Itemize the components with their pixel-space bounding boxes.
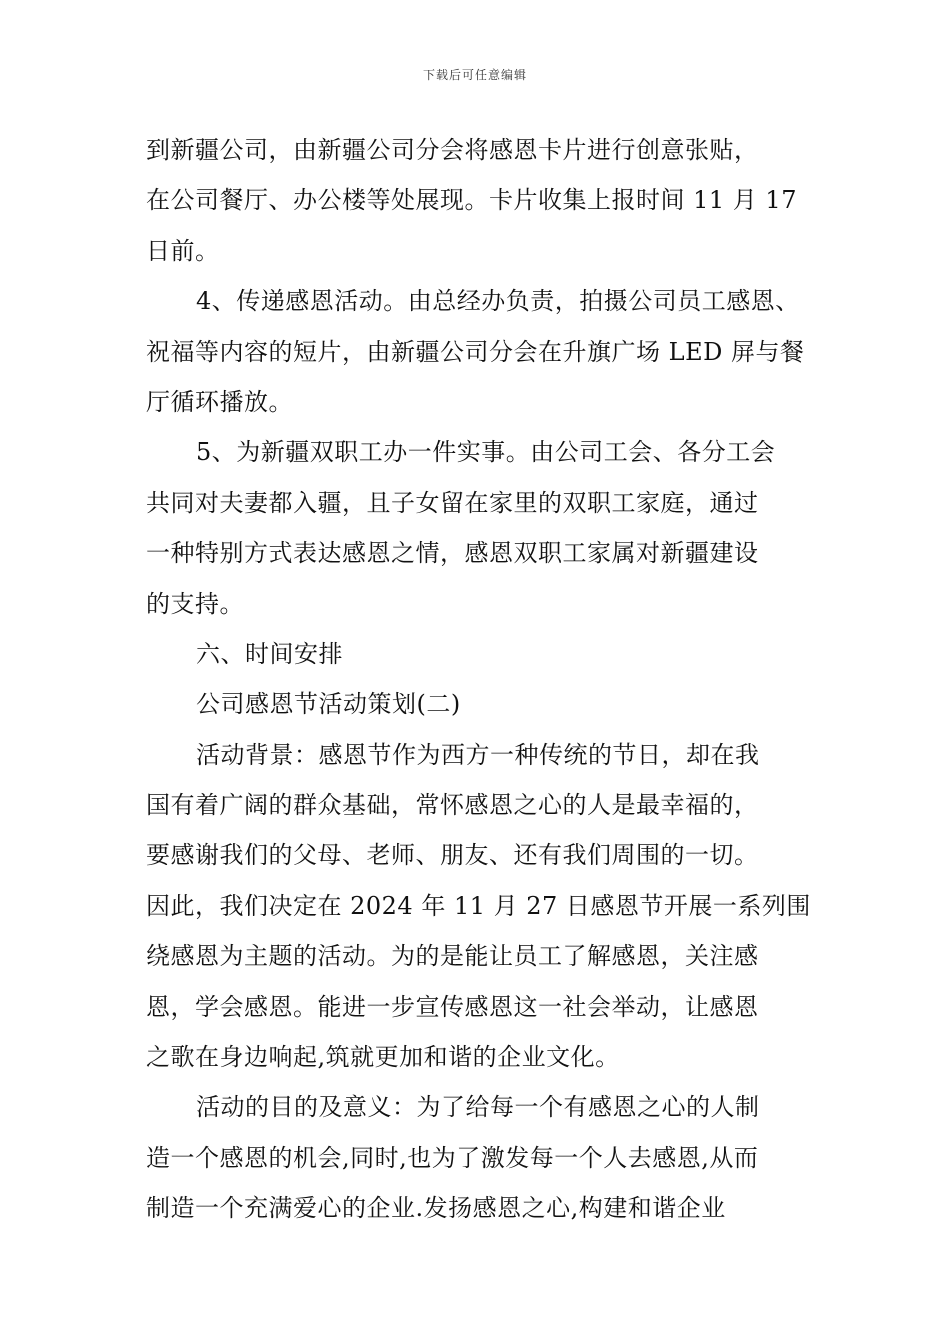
text-line: 5、为新疆双职工办一件实事。由公司工会、各分工会 (196, 438, 776, 467)
text-line: 活动背景：感恩节作为西方一种传统的节日，却在我 (196, 740, 760, 769)
text-line: 共同对夫妻都入疆，且子女留在家里的双职工家庭，通过 (146, 488, 759, 517)
text-line: 制造一个充满爱心的企业.发扬感恩之心,构建和谐企业 (146, 1194, 726, 1223)
page-header-note: 下载后可任意编辑 (422, 68, 527, 82)
text-line: 活动的目的及意义：为了给每一个有感恩之心的人制 (196, 1093, 760, 1122)
text-line: 祝福等内容的短片，由新疆公司分会在升旗广场 LED 屏与餐 (146, 337, 805, 366)
text-line: 一种特别方式表达感恩之情，感恩双职工家属对新疆建设 (146, 539, 759, 568)
text-line: 要感谢我们的父母、老师、朋友、还有我们周围的一切。 (146, 841, 759, 870)
text-line: 之歌在身边响起,筑就更加和谐的企业文化。 (146, 1043, 620, 1072)
text-line: 到新疆公司，由新疆公司分会将感恩卡片进行创意张贴， (146, 136, 759, 164)
text-line: 因此，我们决定在 2024 年 11 月 27 日感恩节开展一系列围 (146, 891, 811, 920)
text-line: 国有着广阔的群众基础，常怀感恩之心的人是最幸福的， (146, 791, 759, 820)
text-line: 厅循环播放。 (146, 387, 293, 416)
text-line: 日前。 (146, 236, 220, 265)
text-line: 恩，学会感恩。能进一步宣传感恩这一社会举动，让感恩 (146, 992, 759, 1021)
text-line: 六、时间安排 (196, 639, 343, 668)
text-line: 的支持。 (146, 589, 244, 618)
document-body (146, 125, 826, 1234)
text-line: 在公司餐厅、办公楼等处展现。卡片收集上报时间 11 月 17 (146, 186, 797, 215)
text-line: 4、传递感恩活动。由总经办负责，拍摄公司员工感恩、 (196, 287, 800, 316)
text-line: 绕感恩为主题的活动。为的是能让员工了解感恩，关注感 (146, 942, 759, 971)
text-line: 公司感恩节活动策划(二) (196, 690, 461, 719)
text-line: 造一个感恩的机会,同时,也为了激发每一个人去感恩,从而 (146, 1143, 759, 1172)
